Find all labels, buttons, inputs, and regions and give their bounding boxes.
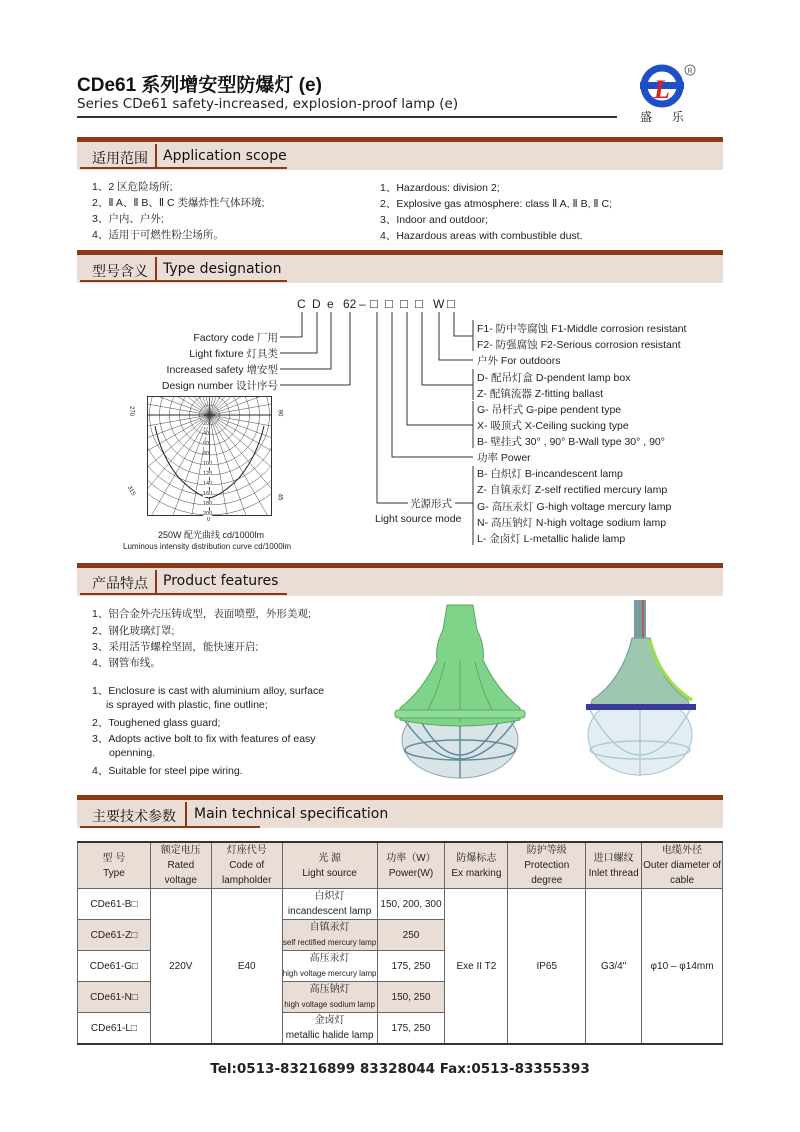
option-item: Z- 自镇汞灯 Z-self rectified mercury lamp	[477, 484, 668, 496]
list-item: 3、Adopts active bolt to fix with features of easy	[92, 733, 316, 745]
light-source-label-cn: 光源形式	[410, 498, 452, 510]
section-heading-en: Product features	[163, 573, 279, 589]
option-item: N- 高压钠灯 N-high voltage sodium lamp	[477, 517, 667, 529]
option-item: B- 壁挂式 30° , 90° B-Wall type 30° , 90°	[477, 436, 665, 448]
option-item: B- 白炽灯 B-incandescent lamp	[477, 468, 623, 480]
radial-label: 160	[203, 491, 213, 497]
curve-caption-en: Luminous intensity distribution curve cd/1000lm	[123, 542, 292, 551]
list-item: 2、Toughened glass guard;	[92, 717, 221, 729]
code-char: e	[327, 297, 334, 311]
factory-code-label: Factory code 厂用	[193, 332, 278, 344]
section-underline	[80, 826, 260, 828]
option-item: X- 吸顶式 X-Ceiling sucking type	[477, 420, 629, 432]
section-heading-cn: 主要技术参数	[92, 808, 176, 824]
angle-label: 45	[276, 493, 283, 501]
lamp-cutaway-image	[578, 600, 703, 780]
lamp-image	[385, 600, 535, 780]
list-item: 4、钢管布线。	[92, 657, 161, 669]
code-box: □	[400, 296, 408, 311]
section-heading-cn: 适用范围	[92, 150, 148, 166]
option-item: G- 高压汞灯 G-high voltage mercury lamp	[477, 501, 672, 513]
table-row: CDe61-L□ 金卤灯 metallic halide lamp 175, 250	[78, 1013, 723, 1045]
table-row: CDe61-B□ 220V E40 白炽灯 incandescent lamp 150, 200, 300 Exe II T2 IP65 G3/4" φ10 – φ14mm	[78, 889, 723, 920]
list-item: 1、2 区危险场所;	[92, 181, 173, 193]
angle-label: 0	[207, 517, 211, 523]
angle-label: 315	[125, 485, 137, 497]
table-row: CDe61-N□ 高压钠灯 high voltage sodium lamp 150, 250	[78, 982, 723, 1013]
list-item: 2、Ⅱ A、Ⅱ B、Ⅱ C 类爆炸性气体环境;	[92, 197, 265, 209]
header-light-source: 光 源 Light source	[282, 842, 377, 889]
section-divider	[155, 570, 157, 594]
footer-contact: Tel:0513-83216899 83328044 Fax:0513-83355393	[210, 1061, 590, 1077]
header-ex: 防爆标志 Ex marking	[445, 842, 508, 889]
option-item: F2- 防强腐蚀 F2-Serious corrosion resistant	[477, 339, 681, 351]
code-box: □	[447, 296, 455, 311]
list-item: 3、户内、户外;	[92, 213, 164, 225]
header-power: 功率（W） Power(W)	[377, 842, 445, 889]
list-item: 4、适用于可燃性粉尘场所。	[92, 229, 224, 241]
section-heading-en: Application scope	[163, 148, 287, 164]
table-row: CDe61-Z□ 自镇汞灯 self rectified mercury lamp 250	[78, 920, 723, 951]
curve-caption-cn: 250W 配光曲线 cd/1000lm	[158, 530, 265, 540]
logo-text: 盛 乐	[640, 110, 684, 124]
code-char: W	[433, 297, 445, 311]
list-item: 4、Hazardous areas with combustible dust.	[380, 230, 583, 242]
header-cable: 电缆外径 Outer diameter of cable	[642, 842, 723, 889]
code-char: C	[297, 297, 306, 311]
header-lampholder: 灯座代号 Code of lampholder	[211, 842, 282, 889]
code-char: 62	[343, 297, 357, 311]
option-item: D- 配吊灯盒 D-pendent lamp box	[477, 372, 631, 384]
page-title: CDe61 系列增安型防爆灯 (e)	[77, 75, 322, 96]
radial-label: 60	[203, 441, 210, 447]
header-protection: 防护等级 Protection degree	[508, 842, 586, 889]
option-item: G- 吊杆式 G-pipe pendent type	[477, 404, 622, 416]
radial-label: 40	[203, 431, 210, 437]
list-item: 3、Indoor and outdoor;	[380, 214, 488, 226]
option-item: Z- 配镇流器 Z-fitting ballast	[477, 388, 604, 400]
table-row: CDe61-G□ 高压汞灯 high voltage mercury lamp 175, 250	[78, 951, 723, 982]
list-item: 1、Enclosure is cast with aluminium alloy, surface	[92, 685, 325, 697]
radial-label: 80	[203, 451, 210, 457]
header-thread: 进口螺纹 Inlet thread	[586, 842, 642, 889]
list-item: 1、Hazardous: division 2;	[380, 182, 500, 194]
section-heading-cn: 产品特点	[92, 575, 148, 591]
radial-label: 20	[203, 421, 210, 427]
list-item: 3、采用活节螺栓坚固，能快速开启;	[92, 641, 259, 653]
list-item: 2、钢化玻璃灯罩;	[92, 625, 175, 637]
angle-label: 90	[276, 409, 283, 417]
design-number-label: Design number 设计序号	[161, 380, 278, 392]
section-heading-cn: 型号含义	[92, 263, 148, 279]
list-item: 2、Explosive gas atmosphere: class Ⅱ A, Ⅱ B, Ⅱ C;	[380, 198, 613, 210]
light-source-label-en: Light source mode	[375, 513, 462, 525]
luminous-intensity-diagram	[147, 396, 272, 516]
list-item: openning.	[109, 747, 156, 759]
code-char: –	[359, 297, 366, 311]
code-box: □	[370, 296, 378, 311]
section-heading-en: Type designation	[163, 261, 282, 277]
increased-safety-label: Increased safety 增安型	[166, 364, 278, 376]
section-heading-en: Main technical specification	[194, 806, 389, 822]
radial-label: 200	[203, 511, 213, 517]
code-box: □	[385, 296, 393, 311]
list-item: 1、铝合金外壳压铸成型，表面喷塑，外形美观;	[92, 608, 311, 620]
list-item: is sprayed with plastic, fine outline;	[106, 699, 268, 711]
option-item: 户外 For outdoors	[477, 355, 561, 367]
radial-label: 100	[203, 461, 213, 467]
option-item: F1- 防中等腐蚀 F1-Middle corrosion resistant	[477, 323, 687, 335]
list-item: 4、Suitable for steel pipe wiring.	[92, 765, 243, 777]
spec-table	[77, 841, 723, 1045]
option-item: 功率 Power	[477, 452, 531, 464]
table-header-row	[78, 842, 723, 889]
light-fixture-label: Light fixture 灯具类	[189, 348, 278, 360]
section-underline	[80, 593, 287, 595]
header-type: 型 号 Type	[78, 842, 151, 889]
registered-mark: R	[687, 68, 693, 75]
header-voltage: 额定电压 Rated voltage	[150, 842, 211, 889]
svg-text:L: L	[654, 75, 670, 104]
code-box: □	[415, 296, 423, 311]
radial-label: 180	[203, 501, 213, 507]
radial-label: 140	[203, 481, 213, 487]
page-subtitle: Series CDe61 safety-increased, explosion-proof lamp (e)	[77, 96, 459, 112]
radial-label: 120	[203, 471, 213, 477]
option-item: L- 金卤灯 L-metallic halide lamp	[477, 533, 626, 545]
designation-lines	[0, 0, 800, 560]
angle-label: 270	[128, 405, 135, 417]
section-divider	[185, 802, 187, 826]
code-char: D	[312, 297, 321, 311]
